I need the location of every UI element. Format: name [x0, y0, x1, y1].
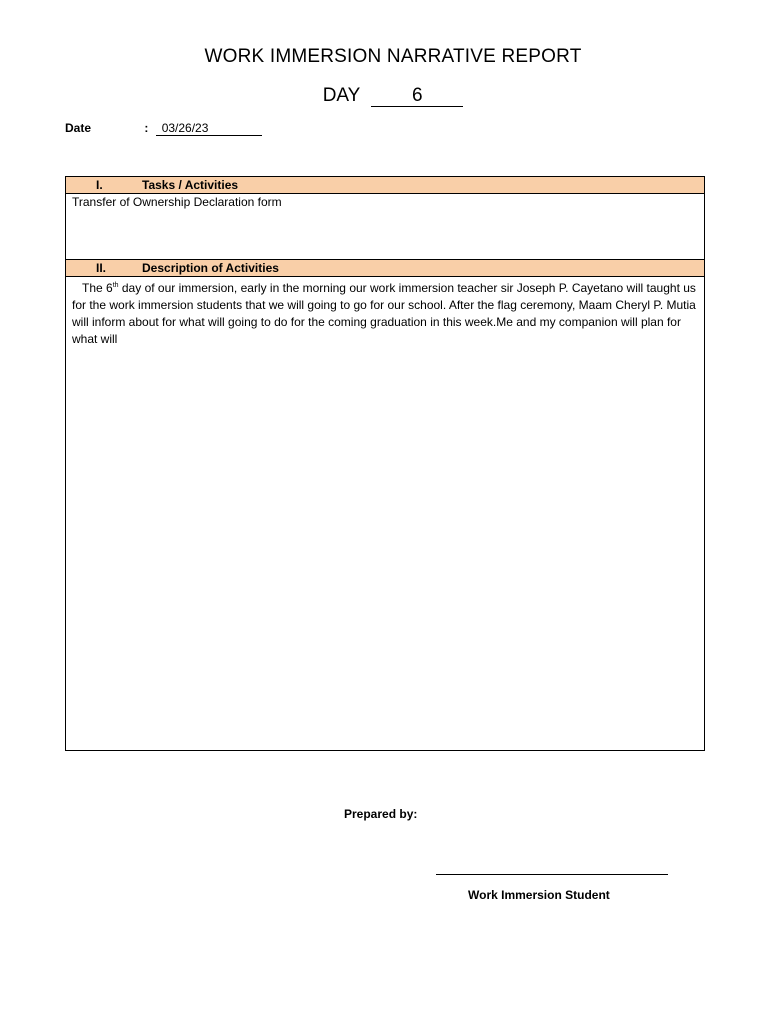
date-row: [65, 121, 262, 136]
description-day-word: The 6: [82, 281, 113, 295]
date-value: 03/26/23: [156, 122, 262, 136]
day-row: [0, 85, 768, 107]
tasks-numeral: I.: [96, 178, 103, 192]
prepared-by-label: Prepared by:: [344, 807, 418, 821]
report-title: WORK IMMERSION NARRATIVE REPORT: [204, 46, 582, 67]
description-header: [66, 259, 704, 277]
description-heading: Description of Activities: [142, 261, 279, 275]
date-label: Date: [65, 121, 92, 135]
description-numeral: II.: [96, 261, 107, 275]
tasks-content: Transfer of Ownership Declaration form: [72, 195, 282, 209]
tasks-heading: Tasks / Activities: [142, 178, 239, 192]
day-label: DAY: [322, 85, 361, 106]
student-role-label: Work Immersion Student: [468, 888, 610, 902]
report-table: [65, 176, 705, 751]
description-content: [72, 277, 696, 348]
description-body: day of our immersion, early in the morning our work immersion teacher sir Joseph P. Cayetano will taught us for the work immersion students that we will going to go for our school. After the flag ceremony, Maam Cheryl P. Mutia will inform about for what will going to do for the coming graduation in this week.Me and my companion will plan for what will: [72, 281, 696, 346]
day-number: 6: [371, 86, 463, 107]
tasks-header: [66, 177, 704, 194]
description-superscript: th: [112, 282, 119, 289]
date-colon: :: [144, 121, 149, 135]
signature-line: [436, 874, 668, 875]
